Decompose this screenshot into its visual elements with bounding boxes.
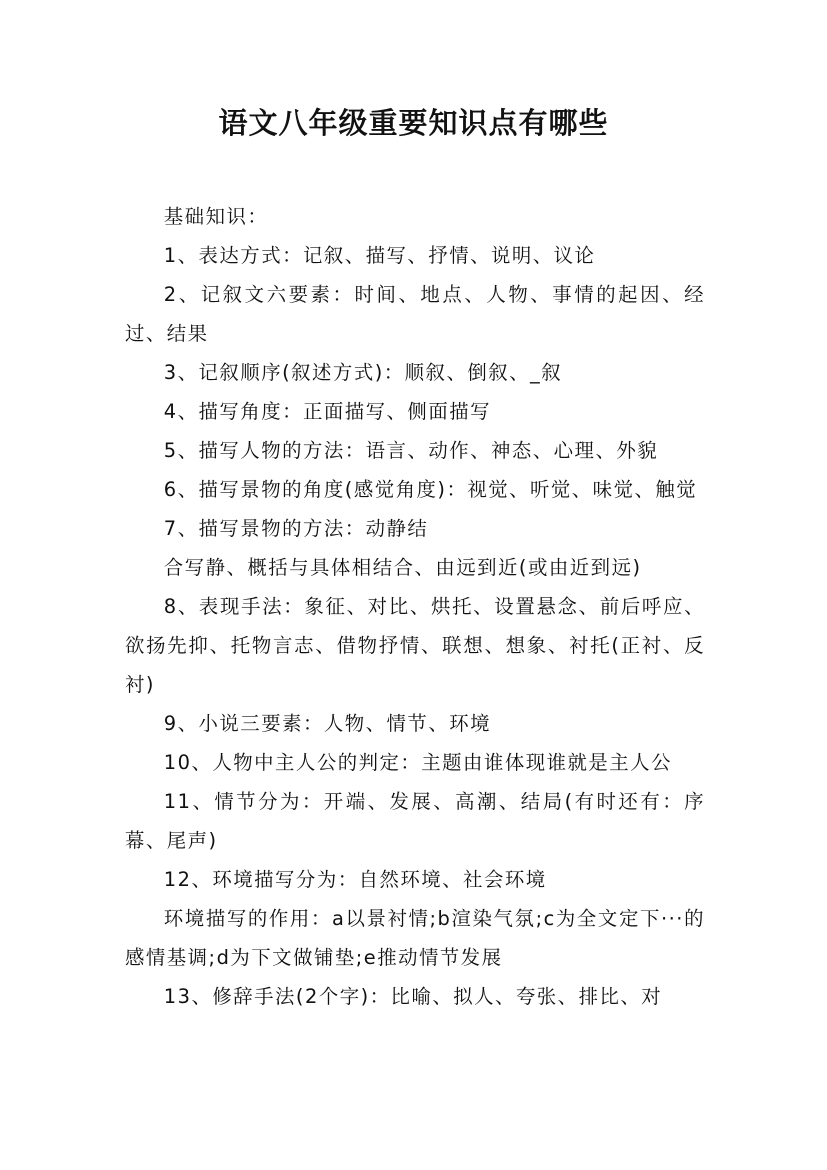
paragraph: 12、环境描写分为：自然环境、社会环境 — [163, 868, 547, 891]
paragraph: 8、表现手法：象征、对比、烘托、设置悬念、前后呼应、欲扬先抑、托物言志、借物抒情、联想、想象、衬托(正衬、反衬) — [125, 595, 705, 696]
document-title: 语文八年级重要知识点有哪些 — [218, 106, 609, 140]
paragraph: 3、记叙顺序(叙述方式)：顺叙、倒叙、_叙 — [163, 361, 563, 384]
paragraph: 5、描写人物的方法：语言、动作、神态、心理、外貌 — [163, 439, 659, 462]
paragraph: 13、修辞手法(2个字)：比喻、拟人、夸张、排比、对 — [163, 985, 663, 1008]
paragraph: 环境描写的作用：a以景衬情;b渲染气氛;c为全文定下···的感情基调;d为下文做铺垫;e推动情节发展 — [125, 907, 705, 969]
paragraph: 6、描写景物的角度(感觉角度)：视觉、听觉、味觉、触觉 — [163, 478, 698, 501]
paragraph: 10、人物中主人公的判定：主题由谁体现谁就是主人公 — [163, 751, 672, 774]
paragraph: 4、描写角度：正面描写、侧面描写 — [163, 400, 491, 423]
paragraph: 11、情节分为：开端、发展、高潮、结局(有时还有：序幕、尾声) — [125, 790, 705, 852]
paragraph: 1、表达方式：记叙、描写、抒情、说明、议论 — [163, 244, 596, 267]
paragraph: 7、描写景物的方法：动静结 — [163, 517, 429, 540]
paragraph: 基础知识： — [163, 205, 269, 228]
document-body — [125, 197, 705, 1016]
paragraph: 2、记叙文六要素：时间、地点、人物、事情的起因、经过、结果 — [125, 283, 705, 345]
paragraph: 合写静、概括与具体相结合、由远到近(或由近到远) — [163, 556, 642, 579]
paragraph: 9、小说三要素：人物、情节、环境 — [163, 712, 491, 735]
